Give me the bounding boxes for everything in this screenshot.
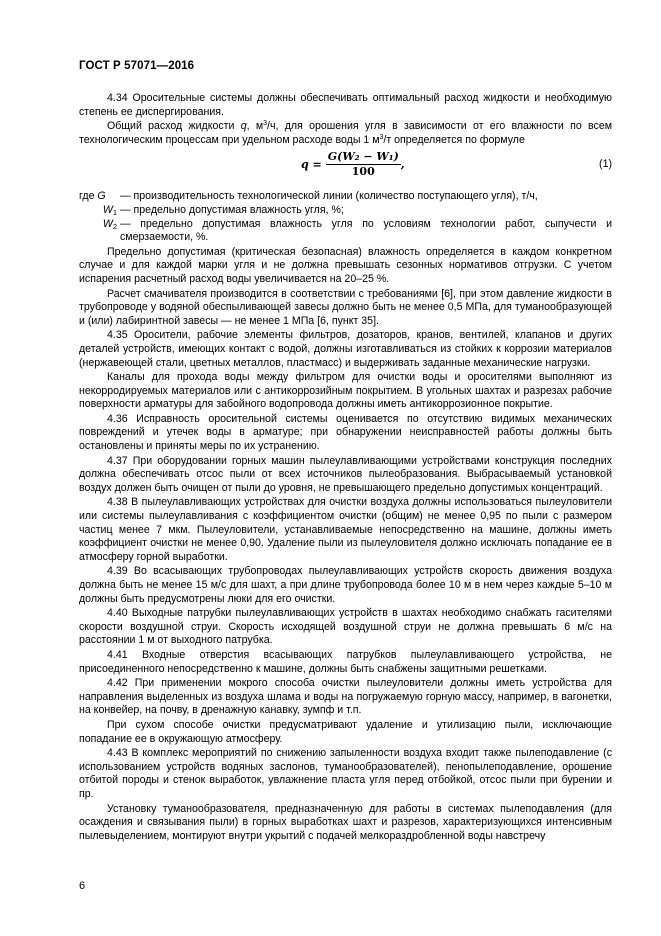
where-symbol: W	[102, 203, 113, 216]
paragraph: Установку туманообразователя, предназначенную для работы в системах пылеподавления (для осаждения и связывания пыли) в горных выработках шахт и разрезов, характеризующихся интенсивным пылевыделением, монтируют внутри укрытий с подачей мелкораздробленной воды навстречу	[79, 802, 612, 842]
document-header: ГОСТ Р 57071—2016	[79, 60, 195, 72]
paragraph-4-37: 4.37 При оборудовании горных машин пылеулавливающими устройствами конструкция последних должна обеспечивать отсос пыли от всех источников пылеобразования. Выбрасываемый установкой воздух должен быть очищен от пыли до уровня, не превышающего предельно допустимых концентраций.	[79, 454, 612, 494]
where-item-w2: $W_2$ — предельно допустимая влажность угля по условиям технологии работ, сыпучести и смерзаемости, %.	[102, 217, 612, 244]
paragraph-4-36: 4.36 Исправность оросительной системы оценивается по отсутствию видимых механических повреждений и утечек воды в арматуре; при обнаружении неисправностей работы должны быть остановлены и приняты меры по их устранению.	[79, 412, 612, 453]
formula-lhs: q =	[301, 158, 322, 172]
formula-tail: ,	[400, 158, 405, 172]
where-definition: — предельно допустимая влажность угля, %;	[120, 203, 344, 216]
where-item-g	[79, 190, 612, 204]
formula-fraction	[326, 150, 401, 179]
where-list	[79, 190, 612, 244]
paragraph: Расчет смачивателя производится в соответствии с требованиями [6], при этом давление жидкости в трубопроводе у водяной обеспыливающей завесы должно быть не менее 0,5 МПа, для туманообразующей и (или) лабиринтной завесы — не менее 1 МПа [6, пункт 35].	[79, 287, 612, 327]
page-number: 6	[79, 880, 86, 892]
where-symbol: G	[97, 190, 106, 203]
where-lead: где	[79, 190, 95, 203]
paragraph-4-43: 4.43 В комплекс мероприятий по снижению запыленности воздуха входит также пылеподавление (с использованием устройств водяных заслонов, туманообразователей), пенопылеподавление, орошение отбитой породы и стенок выработок, увлажнение пласта угля перед отбойкой, отсос пыли при бурении и пр.	[79, 747, 612, 800]
paragraph-4-34: 4.34 Оросительные системы должны обеспечивать оптимальный расход жидкости и необходимую степень ее диспергирования.	[79, 92, 612, 118]
paragraph-4-39: 4.39 Во всасывающих трубопроводах пылеулавливающих устройств скорость движения воздуха должна быть не менее 15 м/с для шахт, а при длине трубопровода более 10 м в нем через каждые 5–10 м должны быть предусмотрены люки для его очистки.	[79, 565, 612, 605]
paragraph-4-42: 4.42 При применении мокрого способа очистки пылеуловители должны иметь устройства для направления выделенных из воздуха шлама и воды на погружаемую горную массу, например, в вагонетки, на конвейер, на почву, в дренажную канавку, зумпф и т.п.	[79, 677, 612, 717]
formula	[301, 150, 405, 179]
equation-number: (1)	[599, 158, 612, 171]
formula-numerator: G(W₂ − W₁)	[327, 150, 399, 164]
paragraph-4-40: 4.40 Выходные патрубки пылеулавливающих устройств в шахтах необходимо снабжать гасителями скорости воздушной струи. Скорость исходящей воздушной струи не должна превышать 6 м/с на расстоянии 1 м от выходного патрубка.	[79, 607, 612, 647]
formula-denominator: 100	[351, 165, 375, 179]
paragraph: При сухом способе очистки предусматривают удаление и утилизацию пыли, исключающие попадание ее в окружающую атмосферу.	[79, 718, 612, 745]
document-body	[79, 92, 612, 844]
where-item-w1: $W_1$ — предельно допустимая влажность угля, %;	[79, 204, 612, 218]
paragraph: Каналы для прохода воды между фильтром для очистки воды и оросителями выполняют из некорродируемых материалов или с антикоррозийным покрытием. В угольных шахтах и разрезах рабочие поверхности арматуры для забойного водопровода должны иметь антикоррозионное покрытие.	[79, 371, 612, 411]
paragraph-flow-intro: Общий расход жидкости q, $м^3/ч$, для орошения угля в зависимости от его влажности по всем технологическим процессам при удельном расходе воды 1 $м^3/т$ определяется по формуле	[79, 120, 613, 146]
where-definition: — предельно допустимая влажность угля по условиям технологии работ, сыпучести и смерзаемости, %.	[120, 217, 612, 244]
paragraph: Предельно допустимая (критическая безопасная) влажность определяется в каждом конкретном случае и для каждой марки угля и не должна превышать сезонных нормативов отгрузки. С учетом испарения расчетный расход воды увеличивается на 20–25 %.	[79, 245, 612, 285]
paragraph-4-35: 4.35 Оросители, рабочие элементы фильтров, дозаторов, кранов, вентилей, клапанов и других деталей устройств, имеющих контакт с водой, должны изготавливаться из стойких к коррозии материалов (нержавеющей стали, цветных металлов, пластмасс) и выдерживать заданные механические нагрузки.	[79, 329, 612, 369]
where-symbol: W	[102, 217, 113, 230]
formula-block	[79, 150, 612, 184]
paragraph-4-38: 4.38 В пылеулавливающих устройствах для очистки воздуха должны использоваться пылеуловители или системы пылеулавливания с коэффициентом очистки (общим) не менее 0,95 по пыли с размером частиц менее 7 мкм. Пылеуловители, устанавливаемые непосредственно на машине, должны иметь коэффициент очистки не менее 0,90. Удаление пыли из пылеуловителя должно исключать попадание ее в атмосферу горной выработки.	[79, 496, 612, 563]
paragraph-4-41: 4.41 Входные отверстия всасывающих патрубков пылеулавливающего устройства, не присоединенного непосредственно к машине, должны быть снабжены защитными решетками.	[79, 648, 612, 675]
where-definition: — производительность технологической линии (количество поступающего угля), т/ч,	[120, 190, 538, 203]
